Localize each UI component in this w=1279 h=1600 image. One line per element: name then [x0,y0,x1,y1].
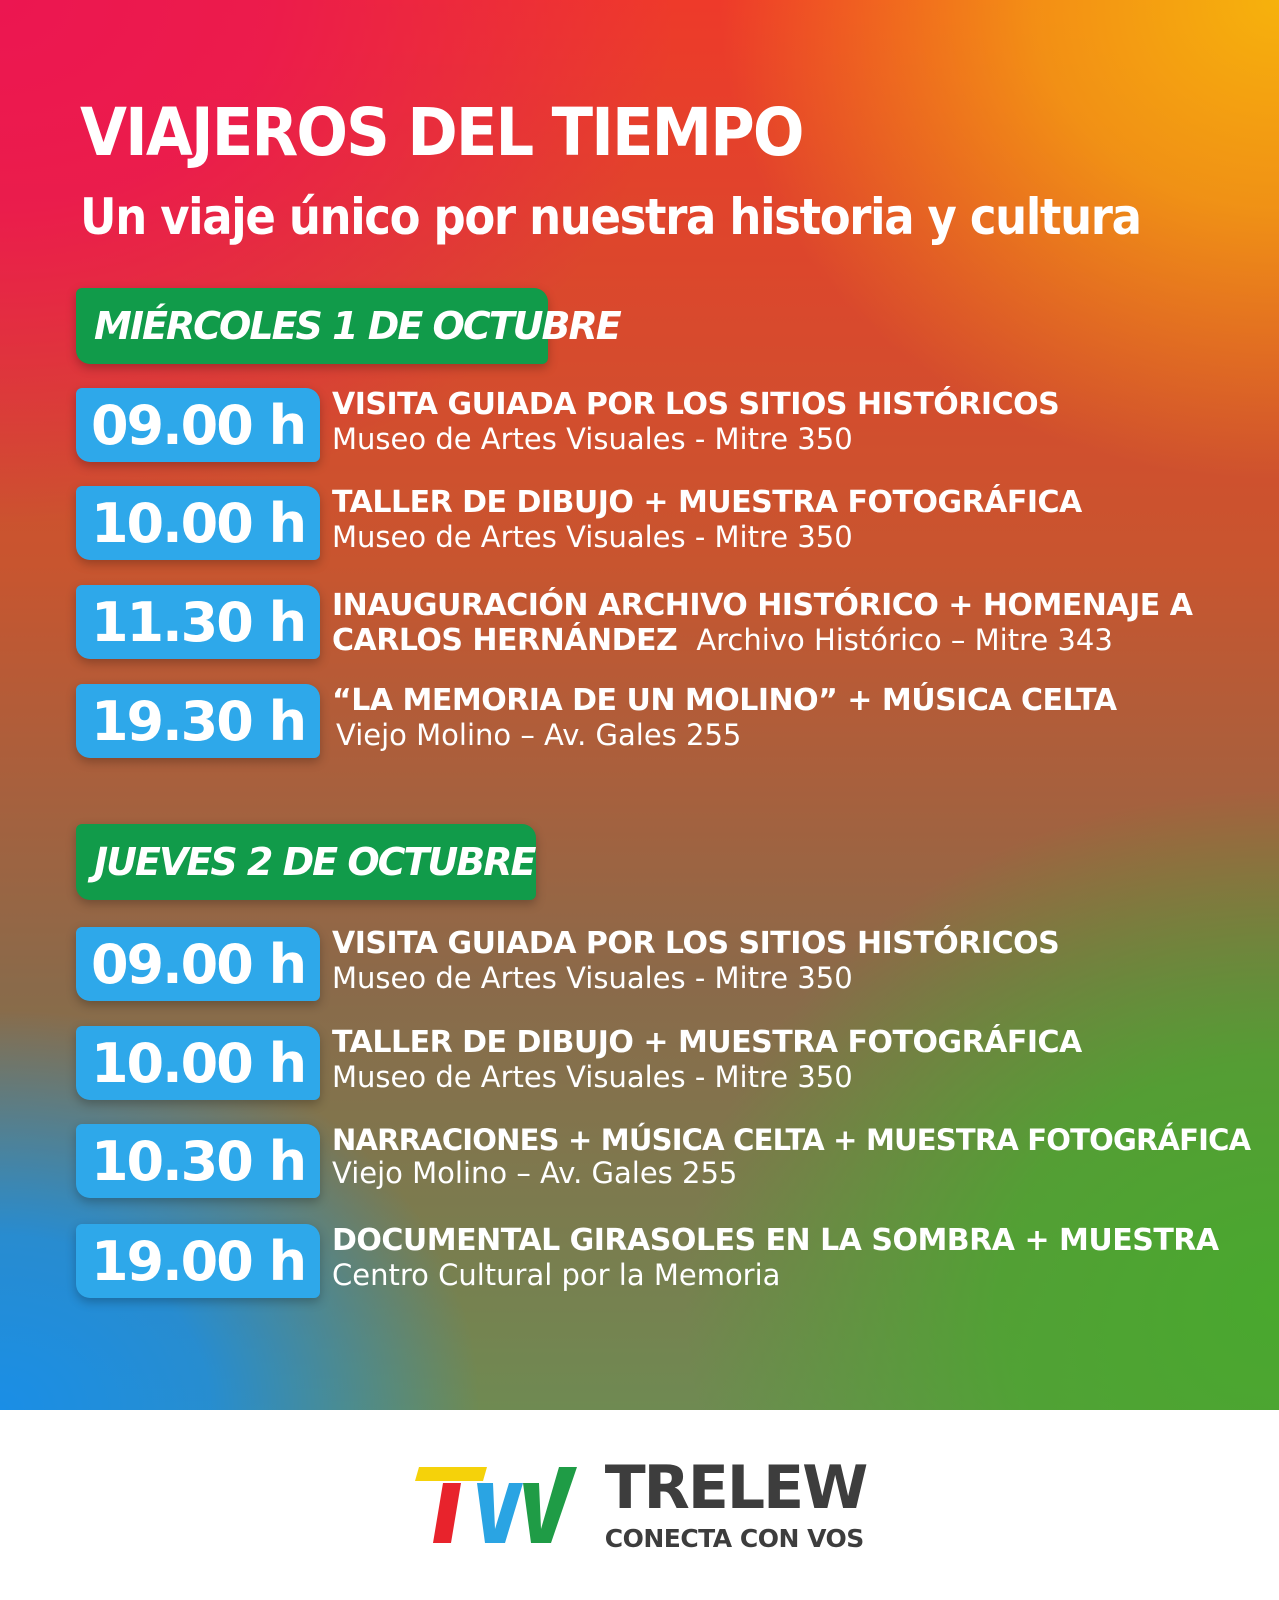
event-location: Viejo Molino – Av. Gales 255 [332,1156,738,1191]
event-title: DOCUMENTAL GIRASOLES EN LA SOMBRA + MUESTRA [332,1223,1219,1258]
event-title: TALLER DE DIBUJO + MUESTRA FOTOGRÁFICA [332,1025,1082,1060]
event-row [76,1122,1256,1200]
event-title: VISITA GUIADA POR LOS SITIOS HISTÓRICOS [332,387,1060,422]
time-badge [76,684,320,758]
time-label: 09.00 h [90,393,306,457]
day-label: MIÉRCOLES 1 DE OCTUBRE [94,304,620,348]
event-row [76,925,1256,1003]
time-label: 09.00 h [90,932,306,996]
event-row [76,484,1256,562]
day-badge-2 [76,824,536,900]
day-label: JUEVES 2 DE OCTUBRE [94,840,535,884]
trelew-tw-logo-icon [413,1459,583,1551]
time-badge [76,388,320,462]
brand-name: TRELEW [604,1452,867,1523]
event-title: INAUGURACIÓN ARCHIVO HISTÓRICO + HOMENAJE A [332,588,1193,623]
event-location: Museo de Artes Visuales - Mitre 350 [332,1059,853,1094]
event-location: Museo de Artes Visuales - Mitre 350 [332,960,853,995]
time-label: 10.30 h [90,1129,306,1193]
event-title: “LA MEMORIA DE UN MOLINO” + MÚSICA CELTA [332,683,1117,718]
time-badge [76,585,320,659]
event-row [76,682,1256,760]
event-row [76,1222,1256,1300]
event-location: Viejo Molino – Av. Gales 255 [336,717,742,752]
time-label: 10.00 h [90,1031,306,1095]
time-label: 19.00 h [90,1229,306,1293]
event-title: NARRACIONES + MÚSICA CELTA + MUESTRA FOTOGRÁFICA [332,1123,1251,1157]
event-location: Museo de Artes Visuales - Mitre 350 [332,421,853,456]
event-row [76,1024,1256,1102]
time-label: 11.30 h [90,590,306,654]
event-location: Centro Cultural por la Memoria [332,1257,781,1292]
time-label: 19.30 h [90,689,306,753]
day-badge-1 [76,288,620,364]
time-badge [76,1224,320,1298]
event-location: Archivo Histórico – Mitre 343 [696,622,1113,657]
event-title: VISITA GUIADA POR LOS SITIOS HISTÓRICOS [332,926,1060,961]
event-row [76,583,1256,661]
event-title-continued: CARLOS HERNÁNDEZ [332,622,678,658]
time-badge [76,486,320,560]
time-badge [76,1124,320,1198]
event-row [76,386,1256,464]
time-badge [76,1026,320,1100]
event-location: Museo de Artes Visuales - Mitre 350 [332,519,853,554]
time-badge [76,927,320,1001]
event-title: TALLER DE DIBUJO + MUESTRA FOTOGRÁFICA [332,485,1082,520]
poster-title: VIAJEROS DEL TIEMPO [80,94,803,171]
footer [0,1410,1279,1600]
brand-tagline: CONECTA CON VOS [604,1523,864,1553]
poster-subtitle: Un viaje único por nuestra historia y cultura [80,188,1141,246]
time-label: 10.00 h [90,491,306,555]
